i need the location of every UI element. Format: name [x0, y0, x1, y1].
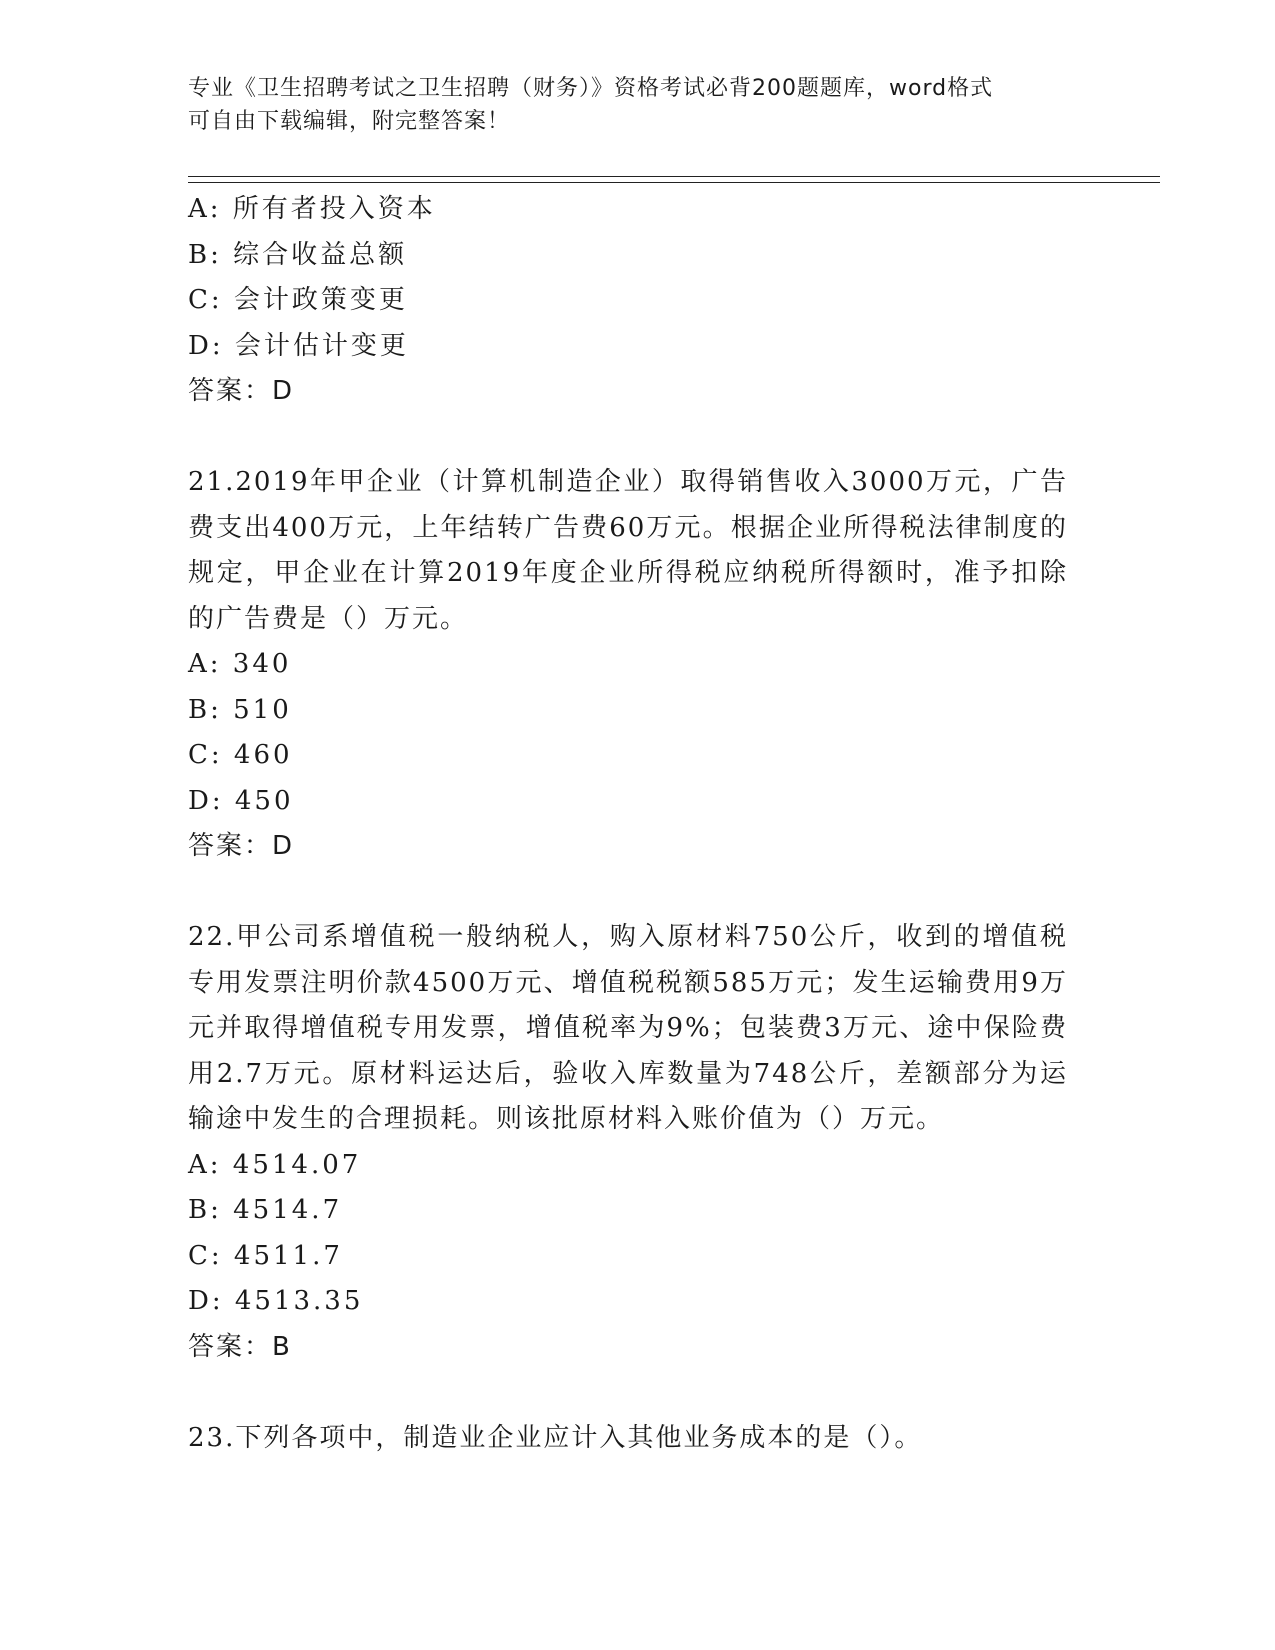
document-body: [188, 187, 1068, 1461]
answer-line: 答案：D: [188, 831, 295, 861]
question-20-block: [188, 187, 1068, 415]
header-line-2: 可自由下载编辑，附完整答案！: [188, 109, 511, 134]
answer-line: 答案：D: [188, 376, 295, 406]
spacer: [188, 1370, 1068, 1416]
option-d: D: 4513.35: [188, 1286, 364, 1316]
answer-line: 答案：B: [188, 1331, 292, 1362]
question-21-block: [188, 460, 1068, 870]
option-b: B: 4514.7: [188, 1195, 343, 1225]
option-a: A: 所有者投入资本: [188, 194, 436, 224]
document-header: [188, 72, 1068, 138]
option-c: C: 会计政策变更: [188, 285, 408, 315]
question-23-block: [188, 1416, 1068, 1462]
option-b: B: 510: [188, 694, 292, 725]
option-b: B: 综合收益总额: [188, 239, 408, 270]
option-a: A: 340: [188, 649, 292, 679]
option-d: D: 会计估计变更: [188, 330, 409, 361]
option-d: D: 450: [188, 785, 294, 816]
question-22-block: [188, 915, 1068, 1370]
spacer: [188, 415, 1068, 461]
option-c: C: 4511.7: [188, 1240, 343, 1271]
header-line-1: 专业《卫生招聘考试之卫生招聘（财务）》资格考试必背200题题库，word格式: [188, 76, 994, 101]
question-text: 23.下列各项中，制造业企业应计入其他业务成本的是（）。: [188, 1422, 923, 1453]
question-text: 21.2019年甲企业（计算机制造企业）取得销售收入3000万元，广告费支出400万元，上年结转广告费60万元。根据企业所得税法律制度的规定，甲企业在计算2019年度企业所得税应纳税所得额时，准予扣除的广告费是（）万元。: [188, 467, 1068, 634]
option-c: C: 460: [188, 740, 293, 770]
header-divider-top: [188, 176, 1160, 177]
spacer: [188, 870, 1068, 916]
question-text: 22.甲公司系增值税一般纳税人，购入原材料750公斤，收到的增值税专用发票注明价款4500万元、增值税税额585万元；发生运输费用9万元并取得增值税专用发票，增值税率为9%；包装费3万元、途中保险费用2.7万元。原材料运达后，验收入库数量为748公斤，差额部分为运输途中发生的合理损耗。则该批原材料入账价值为（）万元。: [188, 922, 1068, 1134]
option-a: A: 4514.07: [188, 1149, 362, 1180]
header-divider-bottom: [188, 182, 1160, 183]
